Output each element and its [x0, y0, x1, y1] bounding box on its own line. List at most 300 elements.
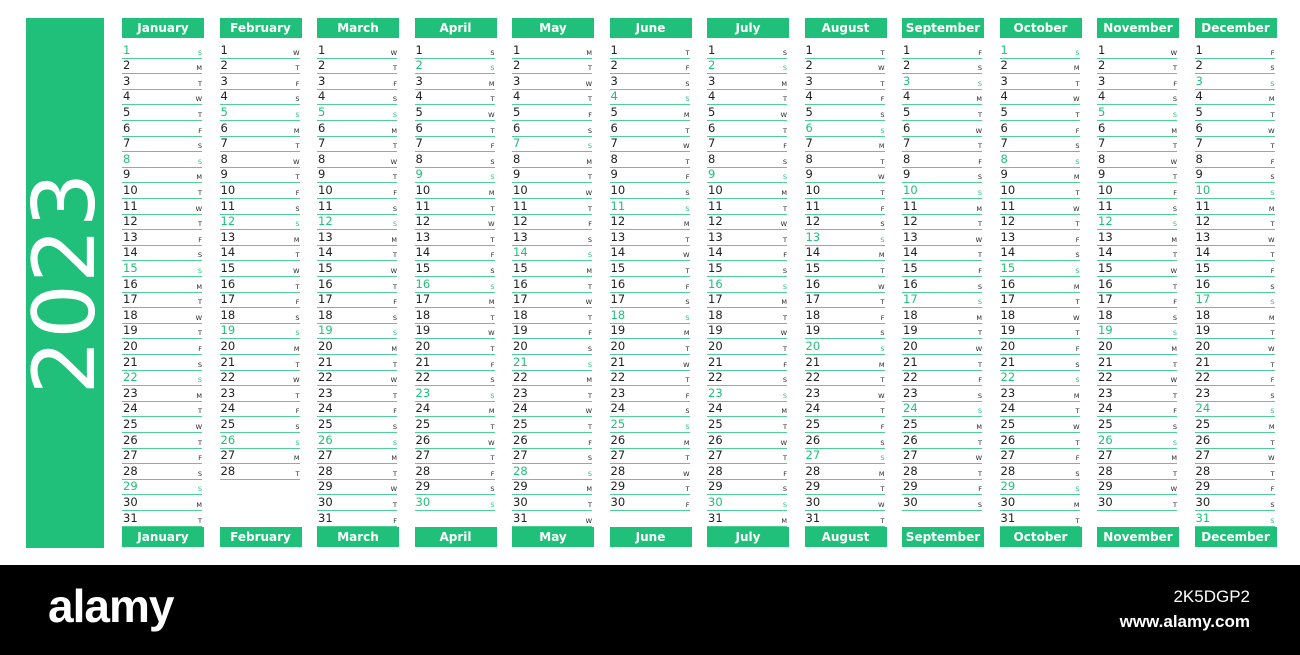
weekday-letter: S [1172, 204, 1177, 213]
weekday-letter: F [978, 266, 982, 275]
day-row [220, 182, 300, 199]
day-number: 23 [1098, 385, 1113, 400]
weekday-letter: W [293, 48, 300, 57]
day-row [1000, 292, 1080, 309]
day-row [1195, 292, 1275, 309]
day-row [512, 120, 592, 137]
weekday-letter: S [685, 79, 690, 88]
day-number: 10 [610, 182, 626, 197]
day-row [122, 338, 202, 355]
weekday-letter: S [1270, 298, 1275, 307]
day-row [512, 260, 592, 277]
weekday-letter: S [1270, 188, 1275, 197]
month-header-bottom: July [707, 527, 789, 547]
day-number: 5 [1000, 104, 1008, 119]
day-row [1000, 214, 1080, 231]
day-number: 26 [220, 432, 236, 447]
day-row [610, 120, 690, 137]
weekday-letter: T [880, 407, 885, 416]
day-row [1195, 385, 1275, 402]
day-number: 30 [318, 494, 333, 509]
day-row [1000, 510, 1080, 527]
weekday-letter: F [490, 251, 495, 260]
weekday-letter: W [390, 485, 397, 494]
day-number: 17 [415, 292, 431, 307]
day-number: 5 [220, 104, 228, 119]
weekday-letter: W [488, 220, 495, 229]
weekday-letter: T [588, 313, 592, 322]
day-number: 25 [1195, 416, 1211, 431]
day-row [220, 89, 300, 106]
weekday-letter: M [293, 344, 300, 353]
weekday-letter: F [295, 188, 300, 197]
weekday-letter: T [685, 266, 690, 275]
day-row [610, 401, 690, 418]
day-row [707, 276, 787, 293]
day-number: 20 [123, 338, 138, 353]
weekday-letter: F [978, 157, 982, 166]
weekday-letter: F [1270, 485, 1275, 494]
day-row [512, 58, 592, 75]
day-number: 3 [1195, 73, 1203, 88]
day-number: 23 [513, 385, 528, 400]
day-row [805, 401, 885, 418]
day-number: 4 [903, 89, 911, 104]
day-row [1195, 370, 1275, 387]
day-row [610, 292, 690, 309]
day-number: 13 [513, 229, 528, 244]
month-header-bottom: October [1000, 527, 1082, 547]
day-number: 24 [1000, 401, 1016, 416]
day-number: 14 [805, 245, 821, 260]
day-number: 22 [513, 370, 528, 385]
weekday-letter: M [878, 251, 885, 260]
day-number: 20 [610, 338, 626, 353]
day-number: 24 [513, 401, 528, 416]
day-number: 15 [415, 260, 431, 275]
weekday-letter: W [878, 173, 885, 182]
day-number: 28 [805, 463, 821, 478]
day-row [317, 89, 397, 106]
weekday-letter: W [1073, 313, 1080, 322]
day-row [1097, 42, 1177, 59]
day-row [1195, 307, 1275, 324]
day-number: 2 [318, 58, 326, 73]
day-row [415, 260, 495, 277]
day-row [122, 120, 202, 137]
day-row [317, 292, 397, 309]
day-number: 8 [805, 151, 813, 166]
weekday-letter: W [1268, 344, 1275, 353]
day-number: 12 [1195, 214, 1211, 229]
day-row [415, 73, 495, 90]
day-number: 30 [1195, 494, 1211, 509]
day-number: 6 [415, 120, 423, 135]
day-number: 27 [415, 448, 431, 463]
weekday-letter: T [880, 157, 885, 166]
weekday-letter: S [1075, 48, 1080, 57]
weekday-letter: W [1268, 454, 1275, 463]
day-row [415, 120, 495, 137]
day-number: 8 [318, 151, 326, 166]
day-row [1000, 401, 1080, 418]
month-header-bottom: December [1195, 527, 1277, 547]
day-row [122, 494, 202, 511]
weekday-letter: M [293, 454, 300, 463]
weekday-letter: S [295, 95, 300, 104]
weekday-letter: S [197, 469, 202, 478]
day-row [902, 479, 982, 496]
day-number: 2 [1098, 58, 1106, 73]
day-row [1000, 42, 1080, 59]
day-number: 1 [610, 42, 618, 57]
day-row [707, 151, 787, 168]
day-row [220, 245, 300, 262]
day-row [1097, 89, 1177, 106]
weekday-letter: T [1173, 360, 1177, 369]
day-row [122, 370, 202, 387]
day-number: 15 [805, 260, 821, 275]
day-row [220, 120, 300, 137]
weekday-letter: F [685, 173, 690, 182]
weekday-letter: W [878, 64, 885, 73]
day-number: 7 [708, 136, 716, 151]
weekday-letter: F [588, 220, 592, 229]
day-number: 19 [610, 323, 626, 338]
day-row [1195, 198, 1275, 215]
weekday-letter: T [588, 282, 592, 291]
day-row [317, 151, 397, 168]
day-number: 5 [1195, 104, 1203, 119]
day-number: 15 [220, 260, 236, 275]
day-number: 23 [805, 385, 821, 400]
day-row [415, 370, 495, 387]
day-number: 29 [123, 479, 138, 494]
day-row [1097, 479, 1177, 496]
day-number: 10 [318, 182, 333, 197]
day-row [610, 182, 690, 199]
day-number: 5 [805, 104, 813, 119]
weekday-letter: T [1075, 188, 1080, 197]
day-number: 20 [708, 338, 723, 353]
weekday-letter: M [1268, 313, 1275, 322]
weekday-letter: W [1170, 266, 1177, 275]
weekday-letter: S [782, 282, 787, 291]
day-row [902, 136, 982, 153]
weekday-letter: S [880, 454, 885, 463]
day-row [902, 494, 982, 511]
weekday-letter: W [975, 454, 982, 463]
day-number: 5 [708, 104, 716, 119]
day-row [902, 182, 982, 199]
weekday-letter: T [588, 173, 592, 182]
weekday-letter: T [978, 469, 982, 478]
weekday-letter: S [1270, 64, 1275, 73]
weekday-letter: S [977, 391, 982, 400]
day-number: 19 [903, 323, 918, 338]
weekday-letter: T [198, 188, 202, 197]
day-row [805, 370, 885, 387]
month-header-top: June [610, 18, 692, 38]
day-row [220, 198, 300, 215]
weekday-letter: T [198, 516, 202, 525]
day-number: 18 [708, 307, 723, 322]
day-number: 4 [220, 89, 228, 104]
weekday-letter: F [490, 360, 495, 369]
weekday-letter: W [1170, 376, 1177, 385]
day-number: 3 [1098, 73, 1106, 88]
day-number: 25 [708, 416, 723, 431]
day-number: 14 [708, 245, 723, 260]
day-number: 26 [903, 432, 918, 447]
day-row [1000, 448, 1080, 465]
day-number: 22 [610, 370, 626, 385]
weekday-letter: T [393, 173, 397, 182]
month-column-june [610, 18, 692, 548]
weekday-letter: W [878, 500, 885, 509]
weekday-letter: M [488, 298, 495, 307]
day-number: 4 [805, 89, 813, 104]
month-header-top: March [317, 18, 399, 38]
day-number: 19 [318, 323, 333, 338]
day-number: 11 [1195, 198, 1211, 213]
weekday-letter: W [390, 157, 397, 166]
weekday-letter: S [295, 110, 300, 119]
day-number: 28 [903, 463, 918, 478]
weekday-letter: S [782, 485, 787, 494]
weekday-letter: T [1270, 329, 1275, 338]
weekday-letter: M [878, 469, 885, 478]
weekday-letter: F [198, 126, 202, 135]
day-row [415, 307, 495, 324]
day-number: 1 [805, 42, 813, 57]
weekday-letter: T [1173, 64, 1177, 73]
day-row [122, 463, 202, 480]
day-number: 10 [1098, 182, 1113, 197]
weekday-letter: T [588, 391, 592, 400]
day-row [707, 370, 787, 387]
day-number: 20 [415, 338, 431, 353]
day-row [220, 292, 300, 309]
weekday-letter: T [783, 235, 787, 244]
day-number: 16 [318, 276, 333, 291]
weekday-letter: S [490, 282, 495, 291]
weekday-letter: S [490, 173, 495, 182]
weekday-letter: W [1268, 126, 1275, 135]
weekday-letter: F [880, 95, 885, 104]
weekday-letter: M [781, 407, 787, 416]
weekday-letter: S [587, 454, 592, 463]
weekday-letter: S [295, 204, 300, 213]
weekday-letter: W [683, 360, 690, 369]
day-row [415, 479, 495, 496]
day-row [220, 385, 300, 402]
day-number: 10 [1000, 182, 1016, 197]
day-row [1195, 494, 1275, 511]
month-header-top: September [902, 18, 984, 38]
day-row [220, 136, 300, 153]
day-row [317, 307, 397, 324]
day-number: 16 [610, 276, 626, 291]
day-number: 27 [513, 448, 528, 463]
day-row [1000, 198, 1080, 215]
weekday-letter: T [490, 454, 495, 463]
weekday-letter: S [197, 360, 202, 369]
weekday-letter: M [196, 282, 202, 291]
weekday-letter: T [880, 188, 885, 197]
day-number: 17 [220, 292, 236, 307]
day-row [317, 120, 397, 137]
weekday-letter: F [685, 500, 690, 509]
day-row [415, 151, 495, 168]
day-row [1097, 338, 1177, 355]
day-row [220, 463, 300, 480]
day-number: 12 [123, 214, 138, 229]
day-number: 9 [1000, 167, 1008, 182]
day-row [415, 276, 495, 293]
day-row [122, 167, 202, 184]
day-number: 11 [123, 198, 138, 213]
day-number: 12 [513, 214, 528, 229]
day-number: 21 [123, 354, 138, 369]
day-row [512, 307, 592, 324]
day-number: 4 [708, 89, 716, 104]
weekday-letter: S [197, 142, 202, 151]
weekday-letter: S [1075, 376, 1080, 385]
day-row [805, 432, 885, 449]
day-row [610, 432, 690, 449]
day-number: 16 [415, 276, 431, 291]
day-row [707, 104, 787, 121]
day-row [415, 463, 495, 480]
day-row [220, 401, 300, 418]
weekday-letter: M [586, 157, 592, 166]
day-number: 12 [220, 214, 236, 229]
day-row [902, 463, 982, 480]
day-row [1000, 58, 1080, 75]
watermark-footer [0, 565, 1300, 655]
weekday-letter: F [1075, 344, 1080, 353]
weekday-letter: F [198, 344, 202, 353]
day-row [902, 151, 982, 168]
day-row [805, 167, 885, 184]
day-number: 2 [1000, 58, 1008, 73]
weekday-letter: S [197, 266, 202, 275]
weekday-letter: S [977, 188, 982, 197]
day-number: 30 [805, 494, 821, 509]
day-row [415, 245, 495, 262]
day-row [122, 229, 202, 246]
month-column-february [220, 18, 302, 548]
day-row [122, 292, 202, 309]
day-number: 30 [415, 494, 431, 509]
day-number: 8 [1098, 151, 1106, 166]
weekday-letter: T [1270, 142, 1275, 151]
weekday-letter: M [1171, 126, 1177, 135]
month-header-bottom: September [902, 527, 984, 547]
day-row [415, 432, 495, 449]
day-number: 25 [1098, 416, 1113, 431]
day-number: 9 [318, 167, 326, 182]
weekday-letter: F [393, 516, 397, 525]
day-row [1195, 463, 1275, 480]
day-number: 22 [415, 370, 431, 385]
day-row [512, 463, 592, 480]
day-row [122, 479, 202, 496]
weekday-letter: S [490, 266, 495, 275]
weekday-letter: S [490, 376, 495, 385]
day-row [707, 385, 787, 402]
day-number: 28 [1000, 463, 1016, 478]
weekday-letter: M [586, 485, 592, 494]
day-number: 29 [805, 479, 821, 494]
weekday-letter: M [1073, 282, 1080, 291]
weekday-letter: F [198, 454, 202, 463]
month-header-top: July [707, 18, 789, 38]
day-number: 31 [318, 510, 333, 525]
weekday-letter: W [585, 298, 592, 307]
weekday-letter: M [391, 344, 397, 353]
day-number: 16 [903, 276, 918, 291]
day-row [902, 104, 982, 121]
weekday-letter: F [978, 376, 982, 385]
day-number: 18 [610, 307, 626, 322]
day-row [1097, 276, 1177, 293]
day-row [805, 307, 885, 324]
day-row [415, 58, 495, 75]
day-number: 3 [805, 73, 813, 88]
day-row [805, 120, 885, 137]
day-row [707, 245, 787, 262]
weekday-letter: T [1173, 142, 1177, 151]
weekday-letter: M [1073, 500, 1080, 509]
day-row [1097, 182, 1177, 199]
day-row [707, 214, 787, 231]
weekday-letter: W [585, 516, 592, 525]
month-column-march [317, 18, 399, 548]
day-row [1000, 370, 1080, 387]
day-row [1000, 416, 1080, 433]
weekday-letter: S [587, 251, 592, 260]
day-row [707, 416, 787, 433]
day-number: 7 [220, 136, 228, 151]
day-row [1000, 167, 1080, 184]
day-row [220, 432, 300, 449]
day-row [512, 494, 592, 511]
day-number: 16 [708, 276, 723, 291]
weekday-letter: M [781, 298, 787, 307]
day-number: 15 [513, 260, 528, 275]
day-number: 30 [708, 494, 723, 509]
month-header-top: January [122, 18, 204, 38]
day-number: 31 [708, 510, 723, 525]
day-number: 21 [903, 354, 918, 369]
day-number: 28 [318, 463, 333, 478]
day-number: 5 [513, 104, 521, 119]
day-row [610, 89, 690, 106]
day-number: 12 [610, 214, 626, 229]
weekday-letter: S [1075, 157, 1080, 166]
weekday-letter: T [295, 64, 300, 73]
weekday-letter: W [878, 391, 885, 400]
day-row [610, 494, 690, 511]
day-number: 26 [708, 432, 723, 447]
day-number: 26 [415, 432, 431, 447]
day-number: 18 [318, 307, 333, 322]
day-number: 17 [805, 292, 821, 307]
weekday-letter: T [880, 79, 885, 88]
day-number: 11 [708, 198, 723, 213]
